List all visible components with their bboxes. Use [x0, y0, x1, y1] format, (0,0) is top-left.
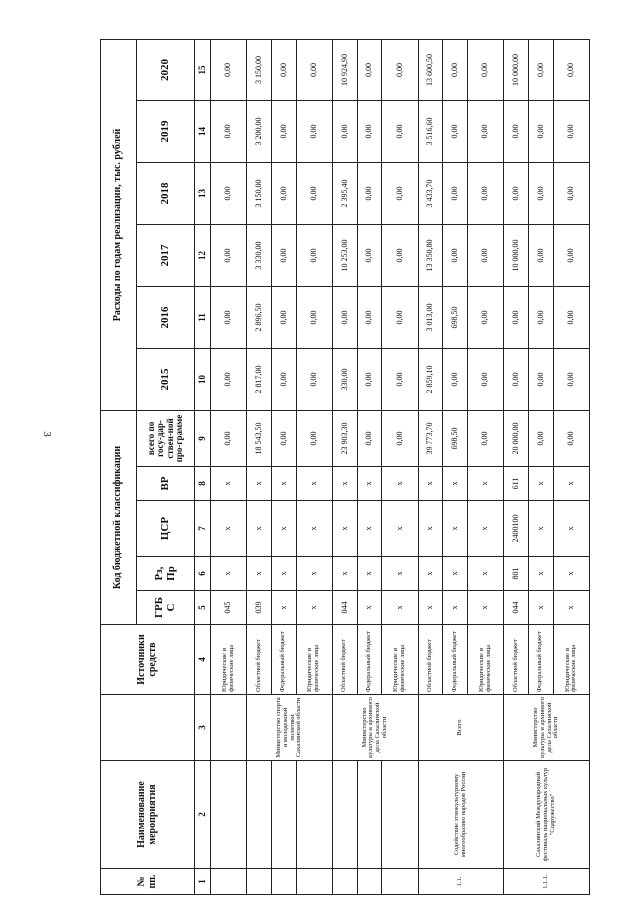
- grbs-cell: 039: [247, 591, 272, 625]
- year-value: 3 433,70: [418, 162, 443, 224]
- source-cell: Областной бюджет: [504, 625, 529, 695]
- col-rzpr-header: Рз, Пр: [137, 557, 195, 591]
- index-cell: 10: [195, 348, 211, 410]
- csr-cell: x: [528, 501, 553, 557]
- year-value: 0,00: [211, 348, 247, 410]
- year-value: 0,00: [468, 286, 504, 348]
- year-value: 0,00: [553, 100, 589, 162]
- rzpr-cell: x: [271, 557, 296, 591]
- vr-cell: x: [382, 467, 418, 501]
- source-cell: Юридические и физические лица: [553, 625, 589, 695]
- grbs-cell: x: [271, 591, 296, 625]
- rzpr-cell: x: [332, 557, 357, 591]
- year-value: 0,00: [382, 348, 418, 410]
- csr-cell: x: [553, 501, 589, 557]
- year-value: 0,00: [211, 286, 247, 348]
- rzpr-cell: x: [296, 557, 332, 591]
- year-value: 2 859,10: [418, 348, 443, 410]
- rzpr-cell: x: [211, 557, 247, 591]
- year-value: 0,00: [553, 39, 589, 100]
- csr-cell: x: [468, 501, 504, 557]
- year-value: 0,00: [528, 39, 553, 100]
- year-value: 0,00: [468, 348, 504, 410]
- total-cell: 0,00: [357, 410, 382, 466]
- grbs-cell: x: [418, 591, 443, 625]
- year-value: 0,00: [553, 348, 589, 410]
- year-value: 0,00: [443, 224, 468, 286]
- grbs-cell: x: [357, 591, 382, 625]
- total-cell: 39 773,70: [418, 410, 443, 466]
- year-value: 0,00: [357, 224, 382, 286]
- col-no-header: № пп.: [101, 869, 195, 895]
- executor-cell: Министерство культуры и архивного дела Сахалинской области: [332, 695, 418, 761]
- year-value: 2 896,50: [247, 286, 272, 348]
- year-header: 2020: [137, 39, 195, 100]
- year-value: 698,50: [443, 286, 468, 348]
- event-name: Содействие этнокультурному многообразию народов России: [418, 761, 504, 869]
- year-value: 0,00: [296, 162, 332, 224]
- grbs-cell: x: [382, 591, 418, 625]
- year-value: 0,00: [553, 224, 589, 286]
- csr-cell: x: [332, 501, 357, 557]
- table-row: [332, 39, 357, 894]
- index-cell: 8: [195, 467, 211, 501]
- source-cell: Федеральный бюджет: [357, 625, 382, 695]
- csr-cell: x: [211, 501, 247, 557]
- year-value: 0,00: [296, 286, 332, 348]
- year-value: 3 150,00: [247, 39, 272, 100]
- year-value: 0,00: [553, 286, 589, 348]
- source-cell: Областной бюджет: [247, 625, 272, 695]
- year-value: 0,00: [528, 100, 553, 162]
- table-row: [357, 39, 382, 894]
- rzpr-cell: x: [247, 557, 272, 591]
- rzpr-cell: x: [553, 557, 589, 591]
- source-cell: Областной бюджет: [332, 625, 357, 695]
- vr-cell: x: [468, 467, 504, 501]
- spend-group-header: Расходы по годам реализации, тыс. рублей: [101, 39, 137, 410]
- year-value: 13 350,80: [418, 224, 443, 286]
- csr-cell: x: [418, 501, 443, 557]
- grbs-cell: x: [553, 591, 589, 625]
- year-header: 2015: [137, 348, 195, 410]
- grbs-cell: x: [468, 591, 504, 625]
- index-cell: 5: [195, 591, 211, 625]
- rzpr-cell: x: [443, 557, 468, 591]
- index-cell: 1: [195, 869, 211, 895]
- source-cell: Федеральный бюджет: [271, 625, 296, 695]
- col-source-header: Источники средств: [101, 625, 195, 695]
- csr-cell: x: [357, 501, 382, 557]
- csr-cell: x: [296, 501, 332, 557]
- total-cell: 23 903,30: [332, 410, 357, 466]
- year-value: 0,00: [504, 348, 529, 410]
- budget-table: [100, 39, 590, 895]
- grbs-cell: 044: [504, 591, 529, 625]
- vr-cell: x: [211, 467, 247, 501]
- year-value: 0,00: [296, 100, 332, 162]
- year-value: 10 924,90: [332, 39, 357, 100]
- year-value: 0,00: [504, 162, 529, 224]
- col-total-header: всего по госу-дар-ствен-ной про-грамме: [137, 410, 195, 466]
- year-value: 0,00: [271, 224, 296, 286]
- year-value: 0,00: [332, 100, 357, 162]
- year-value: 3 516,60: [418, 100, 443, 162]
- csr-cell: x: [247, 501, 272, 557]
- year-value: 0,00: [468, 162, 504, 224]
- year-value: 0,00: [296, 224, 332, 286]
- grbs-cell: x: [443, 591, 468, 625]
- year-value: 0,00: [382, 100, 418, 162]
- year-value: 2 395,40: [332, 162, 357, 224]
- year-header: 2018: [137, 162, 195, 224]
- vr-cell: x: [247, 467, 272, 501]
- year-value: 10 253,00: [332, 224, 357, 286]
- grbs-cell: x: [528, 591, 553, 625]
- year-value: 3 013,00: [418, 286, 443, 348]
- table-row: [418, 39, 443, 894]
- year-header: 2017: [137, 224, 195, 286]
- index-row: [195, 39, 211, 894]
- rzpr-cell: 801: [504, 557, 529, 591]
- year-value: 0,00: [382, 39, 418, 100]
- total-cell: 0,00: [271, 410, 296, 466]
- col-csr-header: ЦСР: [137, 501, 195, 557]
- year-value: 0,00: [528, 286, 553, 348]
- source-cell: Областной бюджет: [418, 625, 443, 695]
- index-cell: 15: [195, 39, 211, 100]
- vr-cell: x: [357, 467, 382, 501]
- year-value: 0,00: [211, 100, 247, 162]
- table-row: [247, 39, 272, 894]
- index-cell: 4: [195, 625, 211, 695]
- index-cell: 7: [195, 501, 211, 557]
- year-value: 3 150,00: [247, 162, 272, 224]
- year-header: 2016: [137, 286, 195, 348]
- total-cell: 698,50: [443, 410, 468, 466]
- index-cell: 13: [195, 162, 211, 224]
- year-value: 0,00: [528, 348, 553, 410]
- total-cell: 20 000,00: [504, 410, 529, 466]
- year-value: 0,00: [443, 39, 468, 100]
- executor-cell: Министерство спорта и молодежной политики Сахалинской области: [247, 695, 333, 761]
- vr-cell: x: [443, 467, 468, 501]
- total-cell: 18 543,50: [247, 410, 272, 466]
- rzpr-cell: x: [528, 557, 553, 591]
- year-value: 0,00: [211, 224, 247, 286]
- year-value: 0,00: [468, 224, 504, 286]
- year-value: 0,00: [504, 286, 529, 348]
- year-value: 0,00: [271, 286, 296, 348]
- vr-cell: x: [528, 467, 553, 501]
- year-value: 0,00: [271, 348, 296, 410]
- year-value: 3 330,00: [247, 224, 272, 286]
- code-group-header: Код бюджетной классификации: [101, 410, 137, 624]
- grbs-cell: 045: [211, 591, 247, 625]
- index-cell: 12: [195, 224, 211, 286]
- csr-cell: x: [443, 501, 468, 557]
- index-cell: 2: [195, 761, 211, 869]
- year-value: 10 000,00: [504, 224, 529, 286]
- year-value: 0,00: [382, 162, 418, 224]
- year-value: 0,00: [528, 162, 553, 224]
- year-value: 0,00: [553, 162, 589, 224]
- year-value: 0,00: [211, 162, 247, 224]
- year-value: 0,00: [357, 39, 382, 100]
- rzpr-cell: x: [468, 557, 504, 591]
- year-value: 0,00: [271, 100, 296, 162]
- grbs-cell: x: [296, 591, 332, 625]
- year-value: 0,00: [271, 162, 296, 224]
- year-value: 0,00: [443, 348, 468, 410]
- source-cell: Юридические и физические лица: [382, 625, 418, 695]
- year-value: 0,00: [468, 100, 504, 162]
- year-value: 0,00: [468, 39, 504, 100]
- source-cell: Юридические и физические лица: [211, 625, 247, 695]
- page-number: 3: [40, 431, 53, 437]
- csr-cell: x: [271, 501, 296, 557]
- table-row: [504, 39, 529, 894]
- vr-cell: x: [332, 467, 357, 501]
- row-number: 1.1.: [418, 869, 504, 895]
- budget-table-rotated: [100, 40, 590, 895]
- year-value: 0,00: [443, 162, 468, 224]
- year-value: 3 200,00: [247, 100, 272, 162]
- year-value: 0,00: [296, 39, 332, 100]
- source-cell: Юридические и физические лица: [468, 625, 504, 695]
- total-cell: 0,00: [468, 410, 504, 466]
- year-value: 13 600,50: [418, 39, 443, 100]
- col-vr-header: ВР: [137, 467, 195, 501]
- year-header: 2019: [137, 100, 195, 162]
- rzpr-cell: x: [418, 557, 443, 591]
- index-cell: 14: [195, 100, 211, 162]
- index-cell: 9: [195, 410, 211, 466]
- event-name: Сахалинский Международный фестиваль национальных культур "Содружество": [504, 761, 590, 869]
- year-value: 0,00: [211, 39, 247, 100]
- csr-cell: x: [382, 501, 418, 557]
- index-cell: 11: [195, 286, 211, 348]
- year-value: 0,00: [443, 100, 468, 162]
- table-row: [296, 39, 332, 894]
- source-cell: Юридические и физические лица: [296, 625, 332, 695]
- year-value: 0,00: [357, 286, 382, 348]
- table-row: [271, 39, 296, 894]
- index-cell: 6: [195, 557, 211, 591]
- total-cell: 0,00: [528, 410, 553, 466]
- year-value: 0,00: [382, 224, 418, 286]
- col-grbs-header: ГРБ С: [137, 591, 195, 625]
- year-value: 0,00: [296, 348, 332, 410]
- csr-cell: 2400100: [504, 501, 529, 557]
- vr-cell: x: [296, 467, 332, 501]
- year-value: 0,00: [271, 39, 296, 100]
- row-number: 1.1.1.: [504, 869, 590, 895]
- total-cell: 0,00: [211, 410, 247, 466]
- rzpr-cell: x: [357, 557, 382, 591]
- vr-cell: x: [418, 467, 443, 501]
- vr-cell: 611: [504, 467, 529, 501]
- year-value: 0,00: [332, 286, 357, 348]
- total-cell: 0,00: [382, 410, 418, 466]
- executor-cell: Министерство культуры и архивного дела Сахалинской области: [504, 695, 590, 761]
- year-value: 330,00: [332, 348, 357, 410]
- year-value: 10 000,00: [504, 39, 529, 100]
- year-value: 0,00: [504, 100, 529, 162]
- source-cell: Федеральный бюджет: [443, 625, 468, 695]
- year-value: 0,00: [357, 348, 382, 410]
- col-event-header: Наименование мероприятия: [101, 761, 195, 869]
- rzpr-cell: x: [382, 557, 418, 591]
- year-value: 0,00: [357, 100, 382, 162]
- vr-cell: x: [553, 467, 589, 501]
- year-value: 0,00: [528, 224, 553, 286]
- year-value: 0,00: [357, 162, 382, 224]
- total-label: Всего: [418, 695, 504, 761]
- grbs-cell: 044: [332, 591, 357, 625]
- source-cell: Федеральный бюджет: [528, 625, 553, 695]
- year-value: 2 817,00: [247, 348, 272, 410]
- total-cell: 0,00: [553, 410, 589, 466]
- table-row: [211, 39, 247, 894]
- table-row: [382, 39, 418, 894]
- year-value: 0,00: [382, 286, 418, 348]
- vr-cell: x: [271, 467, 296, 501]
- total-cell: 0,00: [296, 410, 332, 466]
- index-cell: 3: [195, 695, 211, 761]
